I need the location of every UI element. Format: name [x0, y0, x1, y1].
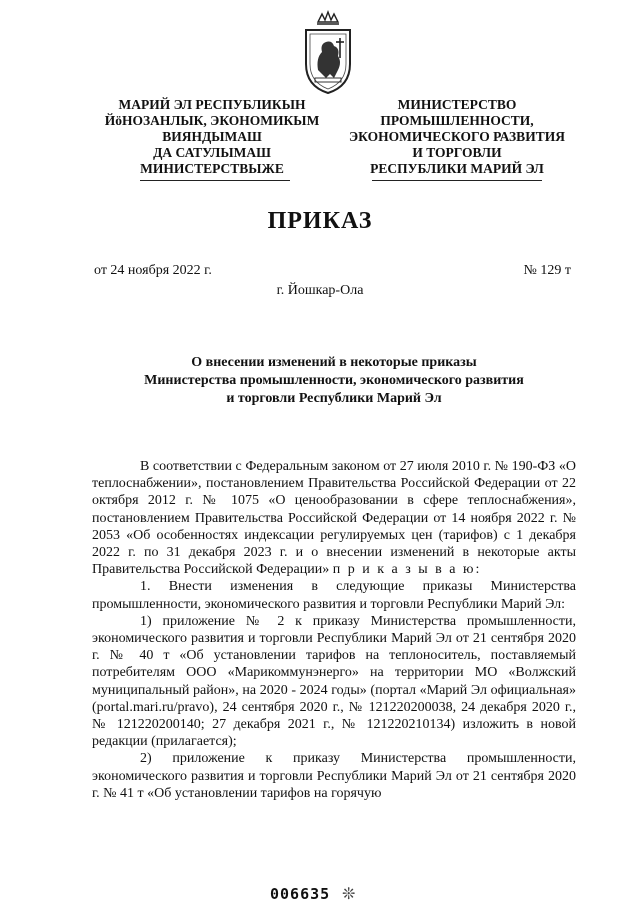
- subject-line: О внесении изменений в некоторые приказы: [191, 355, 477, 370]
- header-right-line: МИНИСТЕРСТВО: [397, 97, 517, 112]
- subject-line: и торговли Республики Марий Эл: [226, 391, 442, 406]
- header-right-line: И ТОРГОВЛИ: [412, 145, 502, 160]
- header-left-rule: [140, 180, 290, 181]
- asterisk-mark-icon: ❊: [342, 886, 356, 903]
- document-number: № 129 т: [523, 263, 571, 278]
- body-paragraph: 1. Внести изменения в следующие приказы Министерства промышленности, экономического развития и торговли Республики Марий Эл:: [92, 579, 576, 612]
- subject-line: Министерства промышленности, экономического развития: [144, 373, 524, 388]
- document-title: ПРИКАЗ: [267, 208, 373, 234]
- preamble-text: В соответствии с Федеральным законом от 27 июля 2010 г. № 190-ФЗ «О теплоснабжении», постановлением Правительства Российской Федерации от 22 октября 2012 г. № 1075 «О ценообразовании в сфере теплоснабжения», постановлением Правительства Российской Федерации от 14 ноября 2022 г. № 2053 «Об особенностях индексации регулируемых цен (тарифов) с 1 декабря 2022 г. по 31 декабря 2023 г. и о внесении изменений в некоторые акты Правительства Российской Федерации»: [92, 459, 576, 578]
- header-left-line: МИНИСТЕРСТВЫЖЕ: [140, 161, 284, 176]
- body-paragraph: 1) приложение № 2 к приказу Министерства промышленности, экономического развития и торговли Республики Марий Эл от 21 сентября 2020 г. № 40 т «Об установлении тарифов на теплоноситель, поставляемый потребителям ООО «Марикоммунэнерго» на территории МО «Волжский муниципальный район», на 2020 - 2024 годы» (портал «Марий Эл официальная» (portal.mari.ru/pravo), 24 сентября 2020 г., № 121220200038, 24 декабря 2020 г., № 121220200140; 27 декабря 2021 г., № 121220210134) изложить в новой редакции (прилагается);: [92, 613, 576, 750]
- body-paragraph: [92, 458, 576, 578]
- header-left-line: ВИЯНДЫМАШ: [162, 129, 262, 144]
- coat-of-arms-icon: [296, 8, 360, 96]
- body-paragraph: 2) приложение к приказу Министерства промышленности, экономического развития и торговли Республики Марий Эл от 21 сентября 2020 г. № 41 т «Об установлении тарифов на горячую: [92, 751, 576, 801]
- header-left-block: [96, 97, 328, 177]
- document-body: [92, 458, 576, 802]
- header-right-line: ЭКОНОМИЧЕСКОГО РАЗВИТИЯ: [349, 129, 565, 144]
- serial-number: 006635: [270, 885, 331, 903]
- header-left-line: ДА САТУЛЫМАШ: [153, 145, 271, 160]
- document-date: от 24 ноября 2022 г.: [94, 263, 212, 278]
- header-right-rule: [372, 180, 542, 181]
- document-subject: [92, 354, 576, 408]
- header-right-block: [342, 97, 572, 177]
- header-left-line: МАРИЙ ЭЛ РЕСПУБЛИКЫН: [118, 97, 306, 112]
- document-city: г. Йошкар-Ола: [276, 283, 364, 298]
- header-left-line: ЙӧНОЗАНЛЫК, ЭКОНОМИКЫМ: [104, 113, 320, 128]
- order-word: п р и к а з ы в а ю:: [332, 562, 482, 578]
- header-right-line: ПРОМЫШЛЕННОСТИ,: [380, 113, 534, 128]
- header-right-line: РЕСПУБЛИКИ МАРИЙ ЭЛ: [370, 161, 544, 176]
